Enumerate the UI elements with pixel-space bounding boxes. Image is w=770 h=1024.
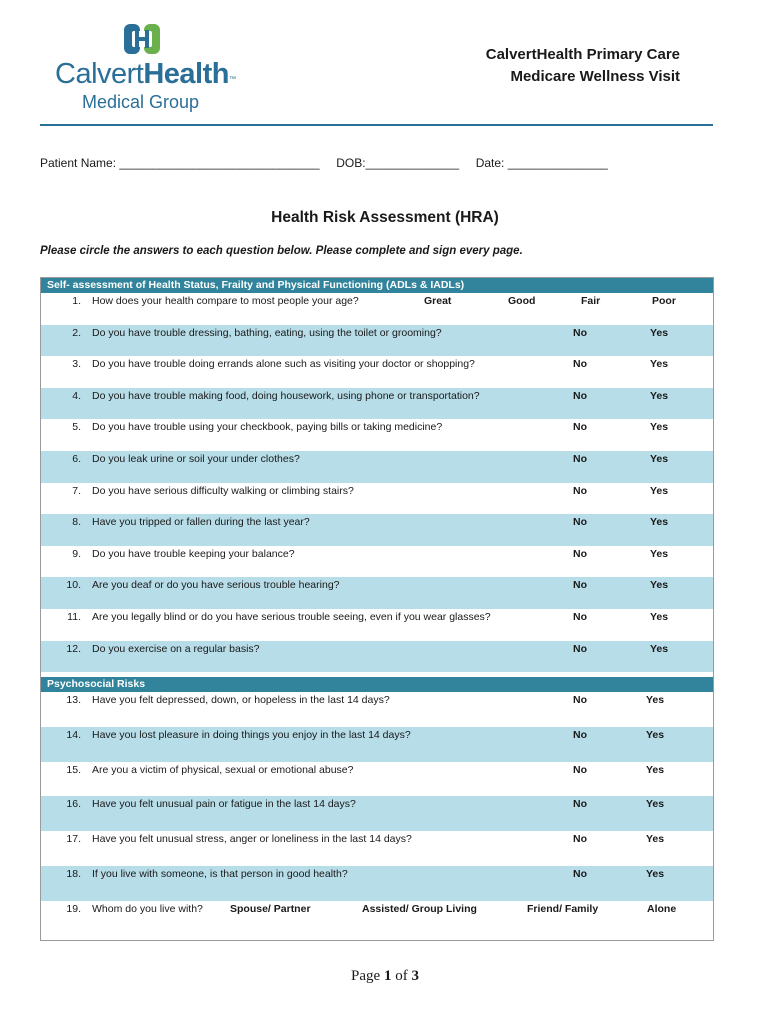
question-row xyxy=(41,641,713,673)
header-line-2: Medicare Wellness Visit xyxy=(510,68,680,85)
answer-option-alone[interactable]: Alone xyxy=(647,902,677,915)
answer-option-yes[interactable]: Yes xyxy=(650,453,669,465)
question-text: Are you legally blind or do you have serious trouble seeing, even if you wear glasses? xyxy=(92,611,491,623)
answer-option-fair[interactable]: Fair xyxy=(581,295,601,307)
question-number: 6. xyxy=(72,453,81,465)
answer-option-assisted-group-living[interactable]: Assisted/ Group Living xyxy=(362,902,477,915)
answer-option-no[interactable]: No xyxy=(573,833,587,846)
question-row xyxy=(41,546,713,578)
logo-mark-icon xyxy=(123,22,161,56)
question-text: Are you deaf or do you have serious trouble hearing? xyxy=(92,579,340,592)
question-number: 10. xyxy=(66,579,81,592)
question-row xyxy=(41,356,713,388)
answer-option-no[interactable]: No xyxy=(573,421,587,434)
question-number: 14. xyxy=(66,728,81,741)
question-text: Have you lost pleasure in doing things you enjoy in the last 14 days? xyxy=(92,728,411,741)
question-text: How does your health compare to most people your age? xyxy=(92,295,359,307)
answer-option-no[interactable]: No xyxy=(573,728,587,741)
question-number: 3. xyxy=(72,358,81,371)
question-text: Are you a victim of physical, sexual or emotional abuse? xyxy=(92,763,354,776)
question-number: 5. xyxy=(72,421,81,434)
answer-option-yes[interactable]: Yes xyxy=(650,547,669,560)
answer-option-no[interactable]: No xyxy=(573,453,587,465)
answer-option-no[interactable]: No xyxy=(573,358,587,371)
answer-option-no[interactable]: No xyxy=(573,642,587,655)
question-text: Do you have trouble keeping your balance? xyxy=(92,547,295,560)
question-row xyxy=(41,388,713,420)
answer-option-no[interactable]: No xyxy=(573,516,587,529)
answer-option-no[interactable]: No xyxy=(573,868,587,880)
question-text: Do you have serious difficulty walking or climbing stairs? xyxy=(92,484,354,497)
question-text: Have you felt unusual pain or fatigue in the last 14 days? xyxy=(92,798,356,811)
question-text: Do you have trouble using your checkbook, paying bills or taking medicine? xyxy=(92,421,443,434)
question-text: Do you exercise on a regular basis? xyxy=(92,642,260,655)
question-text: Do you have trouble doing errands alone such as visiting your doctor or shopping? xyxy=(92,358,475,371)
instructions: Please circle the answers to each question below. Please complete and sign every page. xyxy=(40,245,523,257)
question-number: 18. xyxy=(66,868,81,880)
question-number: 4. xyxy=(72,389,81,402)
question-text: If you live with someone, is that person in good health? xyxy=(92,868,348,880)
answer-option-no[interactable]: No xyxy=(573,484,587,497)
logo-name: CalvertHealth™ xyxy=(55,58,236,90)
question-number: 12. xyxy=(66,642,81,655)
question-row xyxy=(41,293,713,325)
patient-info-line[interactable]: Patient Name: ______________________________ DOB:______________ Date: _______________ xyxy=(40,156,608,170)
answer-option-yes[interactable]: Yes xyxy=(650,579,669,592)
question-number: 2. xyxy=(72,326,81,339)
answer-option-yes[interactable]: Yes xyxy=(650,326,669,339)
question-text: Do you have trouble making food, doing housework, using phone or transportation? xyxy=(92,389,480,402)
question-row xyxy=(41,514,713,546)
answer-option-yes[interactable]: Yes xyxy=(650,642,669,655)
calverthealth-logo xyxy=(55,20,245,115)
answer-option-poor[interactable]: Poor xyxy=(652,295,676,307)
answer-option-yes[interactable]: Yes xyxy=(650,421,669,434)
answer-option-good[interactable]: Good xyxy=(508,295,536,307)
question-row xyxy=(41,451,713,483)
section-header-physical: Self- assessment of Health Status, Frailty and Physical Functioning (ADLs & IADLs) xyxy=(41,278,713,293)
answer-option-yes[interactable]: Yes xyxy=(650,389,669,402)
question-number: 19. xyxy=(66,902,81,915)
questionnaire-table xyxy=(40,277,714,941)
answer-option-yes[interactable]: Yes xyxy=(646,798,665,811)
question-text: Have you felt unusual stress, anger or loneliness in the last 14 days? xyxy=(92,833,412,846)
page-title: Health Risk Assessment (HRA) xyxy=(271,209,499,226)
logo-subtitle: Medical Group xyxy=(82,92,200,112)
question-number: 9. xyxy=(72,547,81,560)
answer-option-no[interactable]: No xyxy=(573,798,587,811)
answer-option-friend-family[interactable]: Friend/ Family xyxy=(527,902,599,915)
answer-option-yes[interactable]: Yes xyxy=(650,516,669,529)
question-number: 16. xyxy=(66,798,81,811)
answer-option-no[interactable]: No xyxy=(573,326,587,339)
answer-option-yes[interactable]: Yes xyxy=(650,611,669,623)
answer-option-yes[interactable]: Yes xyxy=(646,868,665,880)
answer-option-yes[interactable]: Yes xyxy=(650,484,669,497)
question-row xyxy=(41,325,713,357)
answer-option-no[interactable]: No xyxy=(573,763,587,776)
answer-option-spouse-partner[interactable]: Spouse/ Partner xyxy=(230,902,311,915)
question-row xyxy=(41,609,713,641)
question-row xyxy=(41,762,713,797)
answer-option-no[interactable]: No xyxy=(573,611,587,623)
question-number: 17. xyxy=(66,833,81,846)
section-header-psychosocial: Psychosocial Risks xyxy=(41,677,713,692)
question-number: 8. xyxy=(72,516,81,529)
answer-option-no[interactable]: No xyxy=(573,389,587,402)
answer-option-yes[interactable]: Yes xyxy=(646,763,665,776)
answer-option-no[interactable]: No xyxy=(573,694,587,706)
answer-option-yes[interactable]: Yes xyxy=(646,728,665,741)
question-text: Do you have trouble dressing, bathing, eating, using the toilet or grooming? xyxy=(92,326,442,339)
answer-option-yes[interactable]: Yes xyxy=(650,358,669,371)
question-number: 13. xyxy=(66,694,81,706)
answer-option-yes[interactable]: Yes xyxy=(646,833,665,846)
question-number: 15. xyxy=(66,763,81,776)
question-row xyxy=(41,866,713,901)
answer-option-yes[interactable]: Yes xyxy=(646,694,665,706)
header-line-1: CalvertHealth Primary Care xyxy=(485,46,680,63)
question-text: Whom do you live with? xyxy=(92,902,203,915)
question-row xyxy=(41,483,713,515)
question-row xyxy=(41,577,713,609)
answer-option-great[interactable]: Great xyxy=(424,295,452,307)
question-row xyxy=(41,901,713,936)
header-rule xyxy=(40,124,713,126)
question-row xyxy=(41,727,713,762)
answer-option-no[interactable]: No xyxy=(573,579,587,592)
question-text: Have you felt depressed, down, or hopeless in the last 14 days? xyxy=(92,694,390,706)
question-row xyxy=(41,831,713,866)
question-number: 11. xyxy=(67,611,81,623)
question-row xyxy=(41,419,713,451)
question-row xyxy=(41,692,713,727)
answer-option-no[interactable]: No xyxy=(573,547,587,560)
question-number: 1. xyxy=(72,295,81,307)
document-header xyxy=(486,44,680,88)
question-text: Do you leak urine or soil your under clothes? xyxy=(92,453,300,465)
page-footer: Page 1 of 3 xyxy=(351,968,419,984)
question-row xyxy=(41,796,713,831)
question-number: 7. xyxy=(72,484,81,497)
question-text: Have you tripped or fallen during the last year? xyxy=(92,516,310,529)
